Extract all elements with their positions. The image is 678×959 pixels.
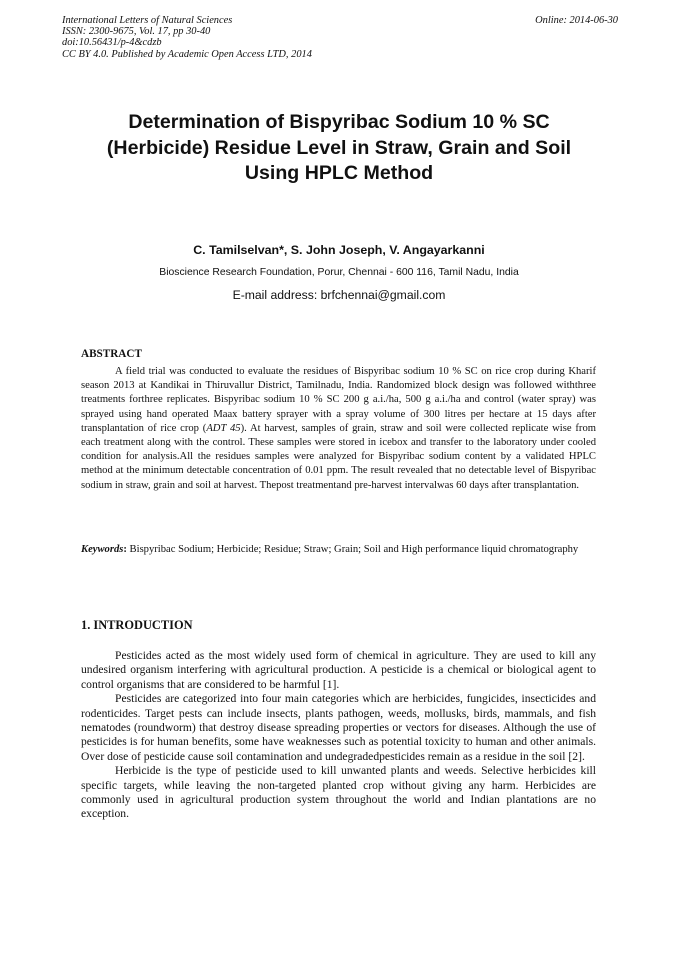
abstract-variety-italic: ADT 45 bbox=[206, 422, 241, 434]
abstract-text bbox=[81, 365, 596, 493]
paper-title bbox=[60, 110, 618, 187]
paragraph: Herbicide is the type of pesticide used to kill unwanted plants and weeds. Selective herbicides kill specific targets, while leaving the non-targeted planted crop without giving any harm. Herbicides are commonly used in agricultural production system throughout the world and Indian plantations are no exception. bbox=[81, 764, 596, 821]
abstract-text-part: A field trial was conducted to evaluate the residues of Bispyribac sodium 10 % SC on rice crop during Kharif season 2013 at Kandikai in Thiruvallur District, Tamilnadu, India. Randomized block design was followed withthree treatments forthree replicates. Bispyribac sodium 10 % SC 200 g a.i./ha, 500 g a.i./ha and control (water spray) was sprayed using hand operated Maax battery sprayer with a spray volume of 300 litres per hectare at 15 days after transplantation of rice crop ( bbox=[81, 366, 596, 434]
title-line: Using HPLC Method bbox=[244, 162, 434, 185]
keywords-label: Keywords bbox=[81, 544, 124, 555]
keywords-colon: : bbox=[123, 544, 127, 555]
introduction-body bbox=[81, 649, 596, 822]
affiliation: Bioscience Research Foundation, Porur, Chennai - 600 116, Tamil Nadu, India bbox=[159, 267, 519, 278]
author-list: C. Tamilselvan*, S. John Joseph, V. Angayarkanni bbox=[193, 243, 485, 257]
doi-line: doi:10.56431/p-4&cdzb bbox=[62, 37, 162, 49]
abstract-heading: ABSTRACT bbox=[81, 348, 142, 360]
title-line: Determination of Bispyribac Sodium 10 % SC bbox=[128, 111, 550, 133]
paragraph: Pesticides are categorized into four main categories which are herbicides, fungicides, insecticides and rodenticides. Target pests can include insects, plants pathogen, weeds, mollusks, birds, mammals, and fish nematodes (roundworm) that destroy disease spreading properties or vectors for diseases. Although the use of pesticides is for human benefits, some have weaknesses such as potential toxicity to human and other animals. Over dose of pesticide cause soil contamination and undegradedpesticides remain as a residue in the soil [2]. bbox=[81, 692, 596, 763]
paragraph: Pesticides acted as the most widely used form of chemical in agriculture. They are used to kill any undesired organism interfering with agricultural production. A pesticide is a chemical or biological agent to control organisms that are considered to be harmful [1]. bbox=[81, 649, 596, 691]
online-date: Online: 2014-06-30 bbox=[535, 15, 618, 26]
keywords bbox=[81, 543, 596, 557]
section-heading-introduction: 1. INTRODUCTION bbox=[81, 618, 193, 632]
running-header bbox=[62, 15, 618, 60]
issn-line: ISSN: 2300-9675, Vol. 17, pp 30-40 bbox=[62, 26, 211, 38]
title-line: (Herbicide) Residue Level in Straw, Grain and Soil bbox=[106, 136, 572, 159]
abstract-text-part: ). At harvest, samples of grain, straw and soil were collected replicate wise from each treatment along with the control. These samples were stored in icebox and transfer to the laboratory under cooled condition for analysis.All the residues samples were analyzed for Bispyribac sodium content by a validated HPLC method at the minimum detectable concentration of 0.01 ppm. The result revealed that no detectable level of Bispyribac sodium in straw, grain and soil at harvest. Thepost treatmentand pre-harvest intervalwas 60 days after transplantation. bbox=[81, 422, 596, 491]
license-line: CC BY 4.0. Published by Academic Open Access LTD, 2014 bbox=[62, 48, 312, 60]
journal-name: International Letters of Natural Sciences bbox=[62, 15, 233, 26]
contact-email: E-mail address: brfchennai@gmail.com bbox=[232, 288, 446, 302]
keywords-text: Bispyribac Sodium; Herbicide; Residue; Straw; Grain; Soil and High performance liquid chromatography bbox=[126, 544, 579, 555]
